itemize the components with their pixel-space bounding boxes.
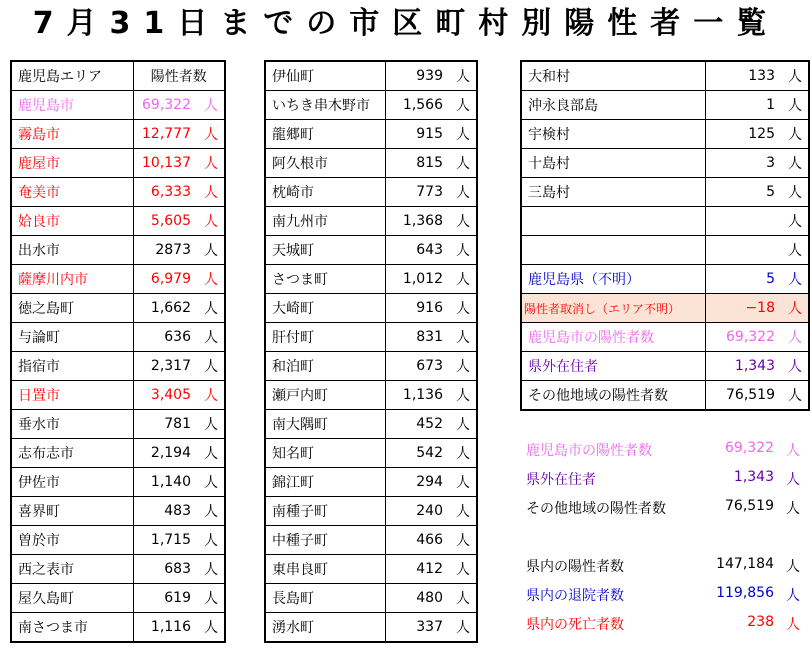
positive-count: 1,662 [133,294,195,323]
area-name: 南大隅町 [265,410,385,439]
header-area: 鹿児島エリア [11,61,133,91]
area-name: 県外在住者 [521,352,705,381]
positive-count: 1,116 [133,613,195,643]
table-row [11,323,225,352]
table-row [521,178,809,207]
positive-count: 5 [705,265,779,294]
positive-count: 483 [133,497,195,526]
unit-label: 人 [779,323,809,352]
positive-count: 5,605 [133,207,195,236]
positive-count: 1,136 [385,381,447,410]
summary-row [522,498,808,518]
table-row [265,323,477,352]
area-name: いちき串木野市 [265,91,385,120]
area-name: 枕崎市 [265,178,385,207]
table-row [265,410,477,439]
area-table-3 [520,60,810,411]
positive-count: 619 [133,584,195,613]
positive-count: 1,140 [133,468,195,497]
summary-row [522,469,808,489]
area-name: 天城町 [265,236,385,265]
table-row [265,613,477,643]
positive-count: 542 [385,439,447,468]
unit-label: 人 [447,294,477,323]
area-name: 知名町 [265,439,385,468]
unit-label: 人 [779,207,809,236]
area-name: 出水市 [11,236,133,265]
positive-count: 337 [385,613,447,643]
area-name: 鹿児島市の陽性者数 [521,323,705,352]
table-row [521,91,809,120]
table-row [265,468,477,497]
table-row [11,584,225,613]
summary-label: 県内の死亡者数 [526,617,624,633]
table-row [11,91,225,120]
area-name: 肝付町 [265,323,385,352]
positive-count: 683 [133,555,195,584]
area-name: 中種子町 [265,526,385,555]
summary-row [522,556,808,576]
table-row [521,294,809,323]
unit-label: 人 [447,149,477,178]
unit-label: 人 [786,472,800,488]
positive-count: 5 [705,178,779,207]
table-row [11,149,225,178]
area-name: 徳之島町 [11,294,133,323]
table-header-row [11,61,225,91]
positive-count: 1,368 [385,207,447,236]
unit-label: 人 [779,178,809,207]
area-name [521,207,705,236]
area-name: 曽於市 [11,526,133,555]
table-row [521,381,809,411]
area-name: 陽性者取消し（エリア不明） [521,294,705,323]
area-name: 鹿児島市 [11,91,133,120]
table-row [521,323,809,352]
unit-label: 人 [779,236,809,265]
area-table-1 [10,60,226,643]
area-name: その他地域の陽性者数 [521,381,705,411]
area-name: 鹿児島県（不明） [521,265,705,294]
positive-count: 2,194 [133,439,195,468]
unit-label: 人 [779,149,809,178]
summary-value: 76,519 [725,498,774,514]
area-name: 錦江町 [265,468,385,497]
unit-label: 人 [195,468,225,497]
unit-label: 人 [195,91,225,120]
unit-label: 人 [195,120,225,149]
unit-label: 人 [195,410,225,439]
area-name: 阿久根市 [265,149,385,178]
unit-label: 人 [447,178,477,207]
table-row [11,178,225,207]
positive-count: 831 [385,323,447,352]
unit-label: 人 [786,617,800,633]
area-name: 霧島市 [11,120,133,149]
unit-label: 人 [447,613,477,643]
positive-count: 480 [385,584,447,613]
unit-label: 人 [195,584,225,613]
area-name: 南種子町 [265,497,385,526]
unit-label: 人 [195,439,225,468]
unit-label: 人 [447,381,477,410]
area-name: 東串良町 [265,555,385,584]
unit-label: 人 [447,61,477,91]
unit-label: 人 [447,497,477,526]
area-name: 伊佐市 [11,468,133,497]
unit-label: 人 [195,149,225,178]
area-name: 宇検村 [521,120,705,149]
unit-label: 人 [447,91,477,120]
table-row [265,497,477,526]
unit-label: 人 [447,584,477,613]
table-row [11,613,225,643]
summary-label: 鹿児島市の陽性者数 [526,443,652,459]
area-name [521,236,705,265]
table-row [265,149,477,178]
positive-count: 12,777 [133,120,195,149]
positive-count: 294 [385,468,447,497]
area-name: 垂水市 [11,410,133,439]
unit-label: 人 [779,120,809,149]
positive-count: 466 [385,526,447,555]
unit-label: 人 [195,323,225,352]
unit-label: 人 [195,555,225,584]
positive-count: 3 [705,149,779,178]
positive-count: 412 [385,555,447,584]
unit-label: 人 [195,236,225,265]
unit-label: 人 [786,501,800,517]
positive-count: 1,566 [385,91,447,120]
summary-value: 147,184 [716,556,774,572]
positive-count: 452 [385,410,447,439]
area-name: 志布志市 [11,439,133,468]
area-name: 湧水町 [265,613,385,643]
area-name: 日置市 [11,381,133,410]
unit-label: 人 [195,294,225,323]
positive-count: 916 [385,294,447,323]
unit-label: 人 [447,526,477,555]
table-row [521,236,809,265]
positive-count: 915 [385,120,447,149]
area-name: 指宿市 [11,352,133,381]
table-row [265,61,477,91]
table-row [11,439,225,468]
positive-count: 673 [385,352,447,381]
area-name: 鹿屋市 [11,149,133,178]
unit-label: 人 [195,207,225,236]
positive-count: 1,715 [133,526,195,555]
summary-value: 238 [747,614,774,630]
positive-count: 69,322 [133,91,195,120]
unit-label: 人 [779,352,809,381]
table-row [265,178,477,207]
positive-count: 1,012 [385,265,447,294]
positive-count [705,207,779,236]
positive-count: −18 [705,294,779,323]
positive-count: 6,333 [133,178,195,207]
positive-count: 133 [705,61,779,91]
positive-count: 815 [385,149,447,178]
summary-row [522,614,808,634]
unit-label: 人 [447,265,477,294]
area-name: 与論町 [11,323,133,352]
table-row [265,584,477,613]
summary-label: 県内の陽性者数 [526,559,624,575]
summary-row [522,440,808,460]
unit-label: 人 [195,178,225,207]
table-row [521,207,809,236]
area-name: 薩摩川内市 [11,265,133,294]
table-row [265,526,477,555]
unit-label: 人 [786,588,800,604]
summary-value: 1,343 [733,469,774,485]
table-row [265,352,477,381]
positive-count: 240 [385,497,447,526]
table-row [11,497,225,526]
table-row [265,207,477,236]
table-row [265,120,477,149]
area-name: 西之表市 [11,555,133,584]
table-row [11,120,225,149]
summary-value: 69,322 [725,440,774,456]
area-name: 屋久島町 [11,584,133,613]
area-name: 沖永良部島 [521,91,705,120]
header-count: 陽性者数 [133,61,225,91]
table-row [521,120,809,149]
table-row [521,265,809,294]
unit-label: 人 [786,559,800,575]
table-row [521,149,809,178]
unit-label: 人 [195,613,225,643]
positive-count: 2,317 [133,352,195,381]
table-row [521,61,809,91]
table-row [11,207,225,236]
area-name: 龍郷町 [265,120,385,149]
table-row [11,468,225,497]
area-name: 喜界町 [11,497,133,526]
unit-label: 人 [195,352,225,381]
area-name: 大崎町 [265,294,385,323]
positive-count: 76,519 [705,381,779,411]
unit-label: 人 [779,91,809,120]
unit-label: 人 [779,294,809,323]
area-name: 伊仙町 [265,61,385,91]
table-row [265,555,477,584]
positive-count: 643 [385,236,447,265]
area-name: 大和村 [521,61,705,91]
table-row [11,526,225,555]
unit-label: 人 [779,61,809,91]
table-row [11,381,225,410]
table-row [265,265,477,294]
positive-count: 1 [705,91,779,120]
area-name: 十島村 [521,149,705,178]
positive-count: 773 [385,178,447,207]
positive-count: 1,343 [705,352,779,381]
table-row [265,91,477,120]
area-name: 瀬戸内町 [265,381,385,410]
area-table-2 [264,60,478,643]
table-row [11,352,225,381]
table-row [521,352,809,381]
table-row [11,265,225,294]
area-name: 三島村 [521,178,705,207]
summary-label: 県外在住者 [526,472,596,488]
table-row [11,555,225,584]
unit-label: 人 [195,381,225,410]
table-row [11,294,225,323]
unit-label: 人 [447,439,477,468]
page-title: 7月31日までの市区町村別陽性者一覧 [32,6,780,41]
area-name: 姶良市 [11,207,133,236]
area-name: 長島町 [265,584,385,613]
summary-value: 119,856 [716,585,774,601]
positive-count: 2873 [133,236,195,265]
unit-label: 人 [786,443,800,459]
summary-row [522,585,808,605]
unit-label: 人 [195,526,225,555]
summary-label: 県内の退院者数 [526,588,624,604]
table-row [11,236,225,265]
unit-label: 人 [447,555,477,584]
unit-label: 人 [447,410,477,439]
unit-label: 人 [195,497,225,526]
unit-label: 人 [195,265,225,294]
unit-label: 人 [779,265,809,294]
area-name: 奄美市 [11,178,133,207]
positive-count: 6,979 [133,265,195,294]
table-row [265,381,477,410]
unit-label: 人 [779,381,809,411]
table-row [11,410,225,439]
unit-label: 人 [447,120,477,149]
area-name: 南さつま市 [11,613,133,643]
positive-count: 125 [705,120,779,149]
table-row [265,236,477,265]
unit-label: 人 [447,207,477,236]
summary-label: その他地域の陽性者数 [526,501,666,517]
table-row [265,439,477,468]
positive-count: 939 [385,61,447,91]
positive-count [705,236,779,265]
unit-label: 人 [447,236,477,265]
positive-count: 3,405 [133,381,195,410]
unit-label: 人 [447,468,477,497]
area-name: さつま町 [265,265,385,294]
positive-count: 10,137 [133,149,195,178]
positive-count: 781 [133,410,195,439]
positive-count: 69,322 [705,323,779,352]
unit-label: 人 [447,323,477,352]
positive-count: 636 [133,323,195,352]
table-row [265,294,477,323]
unit-label: 人 [447,352,477,381]
area-name: 南九州市 [265,207,385,236]
area-name: 和泊町 [265,352,385,381]
